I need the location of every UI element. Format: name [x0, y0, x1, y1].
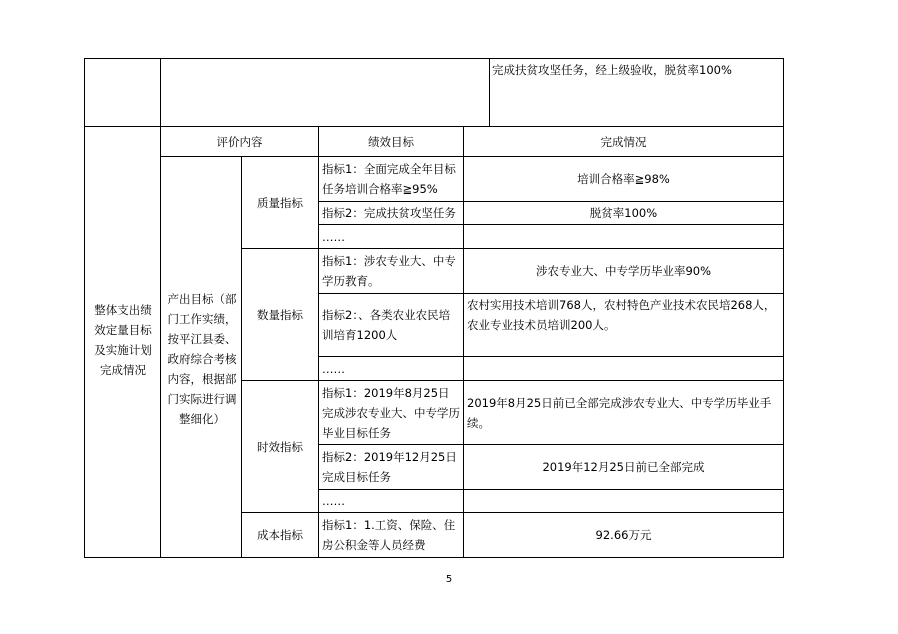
- category-quality: 质量指标: [257, 195, 303, 210]
- category-timeliness: 时效指标: [257, 439, 303, 454]
- target-timeliness-3: ……: [322, 494, 345, 508]
- result-timeliness-2: 2019年12月25日前已全部完成: [542, 460, 705, 474]
- target-quality-1: 指标1：全面完成全年目标任务培训合格率≧95%: [322, 162, 456, 196]
- result-timeliness-1: 2019年8月25日前已全部完成涉农专业大、中专学历毕业手续。: [467, 396, 772, 430]
- category-cost: 成本指标: [257, 528, 303, 542]
- target-quantity-2: 指标2：、各类农业农民培训培育1200人: [322, 308, 451, 342]
- output-goal: 产出目标（部门工作实绩，按平江县委、政府综合考核内容，根据部门实际进行调整细化）: [167, 292, 237, 426]
- top-row-result: 完成扶贫攻坚任务，经上级验收，脱贫率100%: [492, 63, 732, 77]
- target-quality-3: ……: [322, 229, 345, 244]
- category-quantity: 数量指标: [257, 307, 303, 322]
- result-quantity-2: 农村实用技术培训768人，农村特色产业技术农民培268人，农业专业技术员培训200人。: [467, 298, 776, 332]
- target-timeliness-1: 指标1：2019年8月25日完成涉农专业大、中专学历毕业目标任务: [322, 385, 460, 440]
- result-cost-1: 92.66万元: [595, 528, 652, 542]
- target-quantity-3: ……: [322, 361, 345, 376]
- target-quantity-1: 指标1：涉农专业大、中专学历教育。: [322, 254, 456, 288]
- result-quality-1: 培训合格率≧98%: [577, 172, 670, 186]
- header-status: 完成情况: [600, 134, 647, 149]
- target-timeliness-2: 指标2：2019年12月25日完成目标任务: [322, 450, 457, 484]
- section-title: 整体支出绩效定量目标及实施计划完成情况: [94, 303, 152, 377]
- result-quality-2: 脱贫率100%: [589, 206, 658, 220]
- target-quality-2: 指标2：完成扶贫攻坚任务: [322, 206, 456, 220]
- header-content: 评价内容: [216, 134, 263, 149]
- result-quantity-1: 涉农专业大、中专学历毕业率90%: [535, 264, 712, 278]
- header-target: 绩效目标: [368, 134, 414, 149]
- page-number: 5: [445, 574, 453, 585]
- target-cost-1: 指标1：1.工资、保险、住房公积金等人员经费: [322, 518, 456, 552]
